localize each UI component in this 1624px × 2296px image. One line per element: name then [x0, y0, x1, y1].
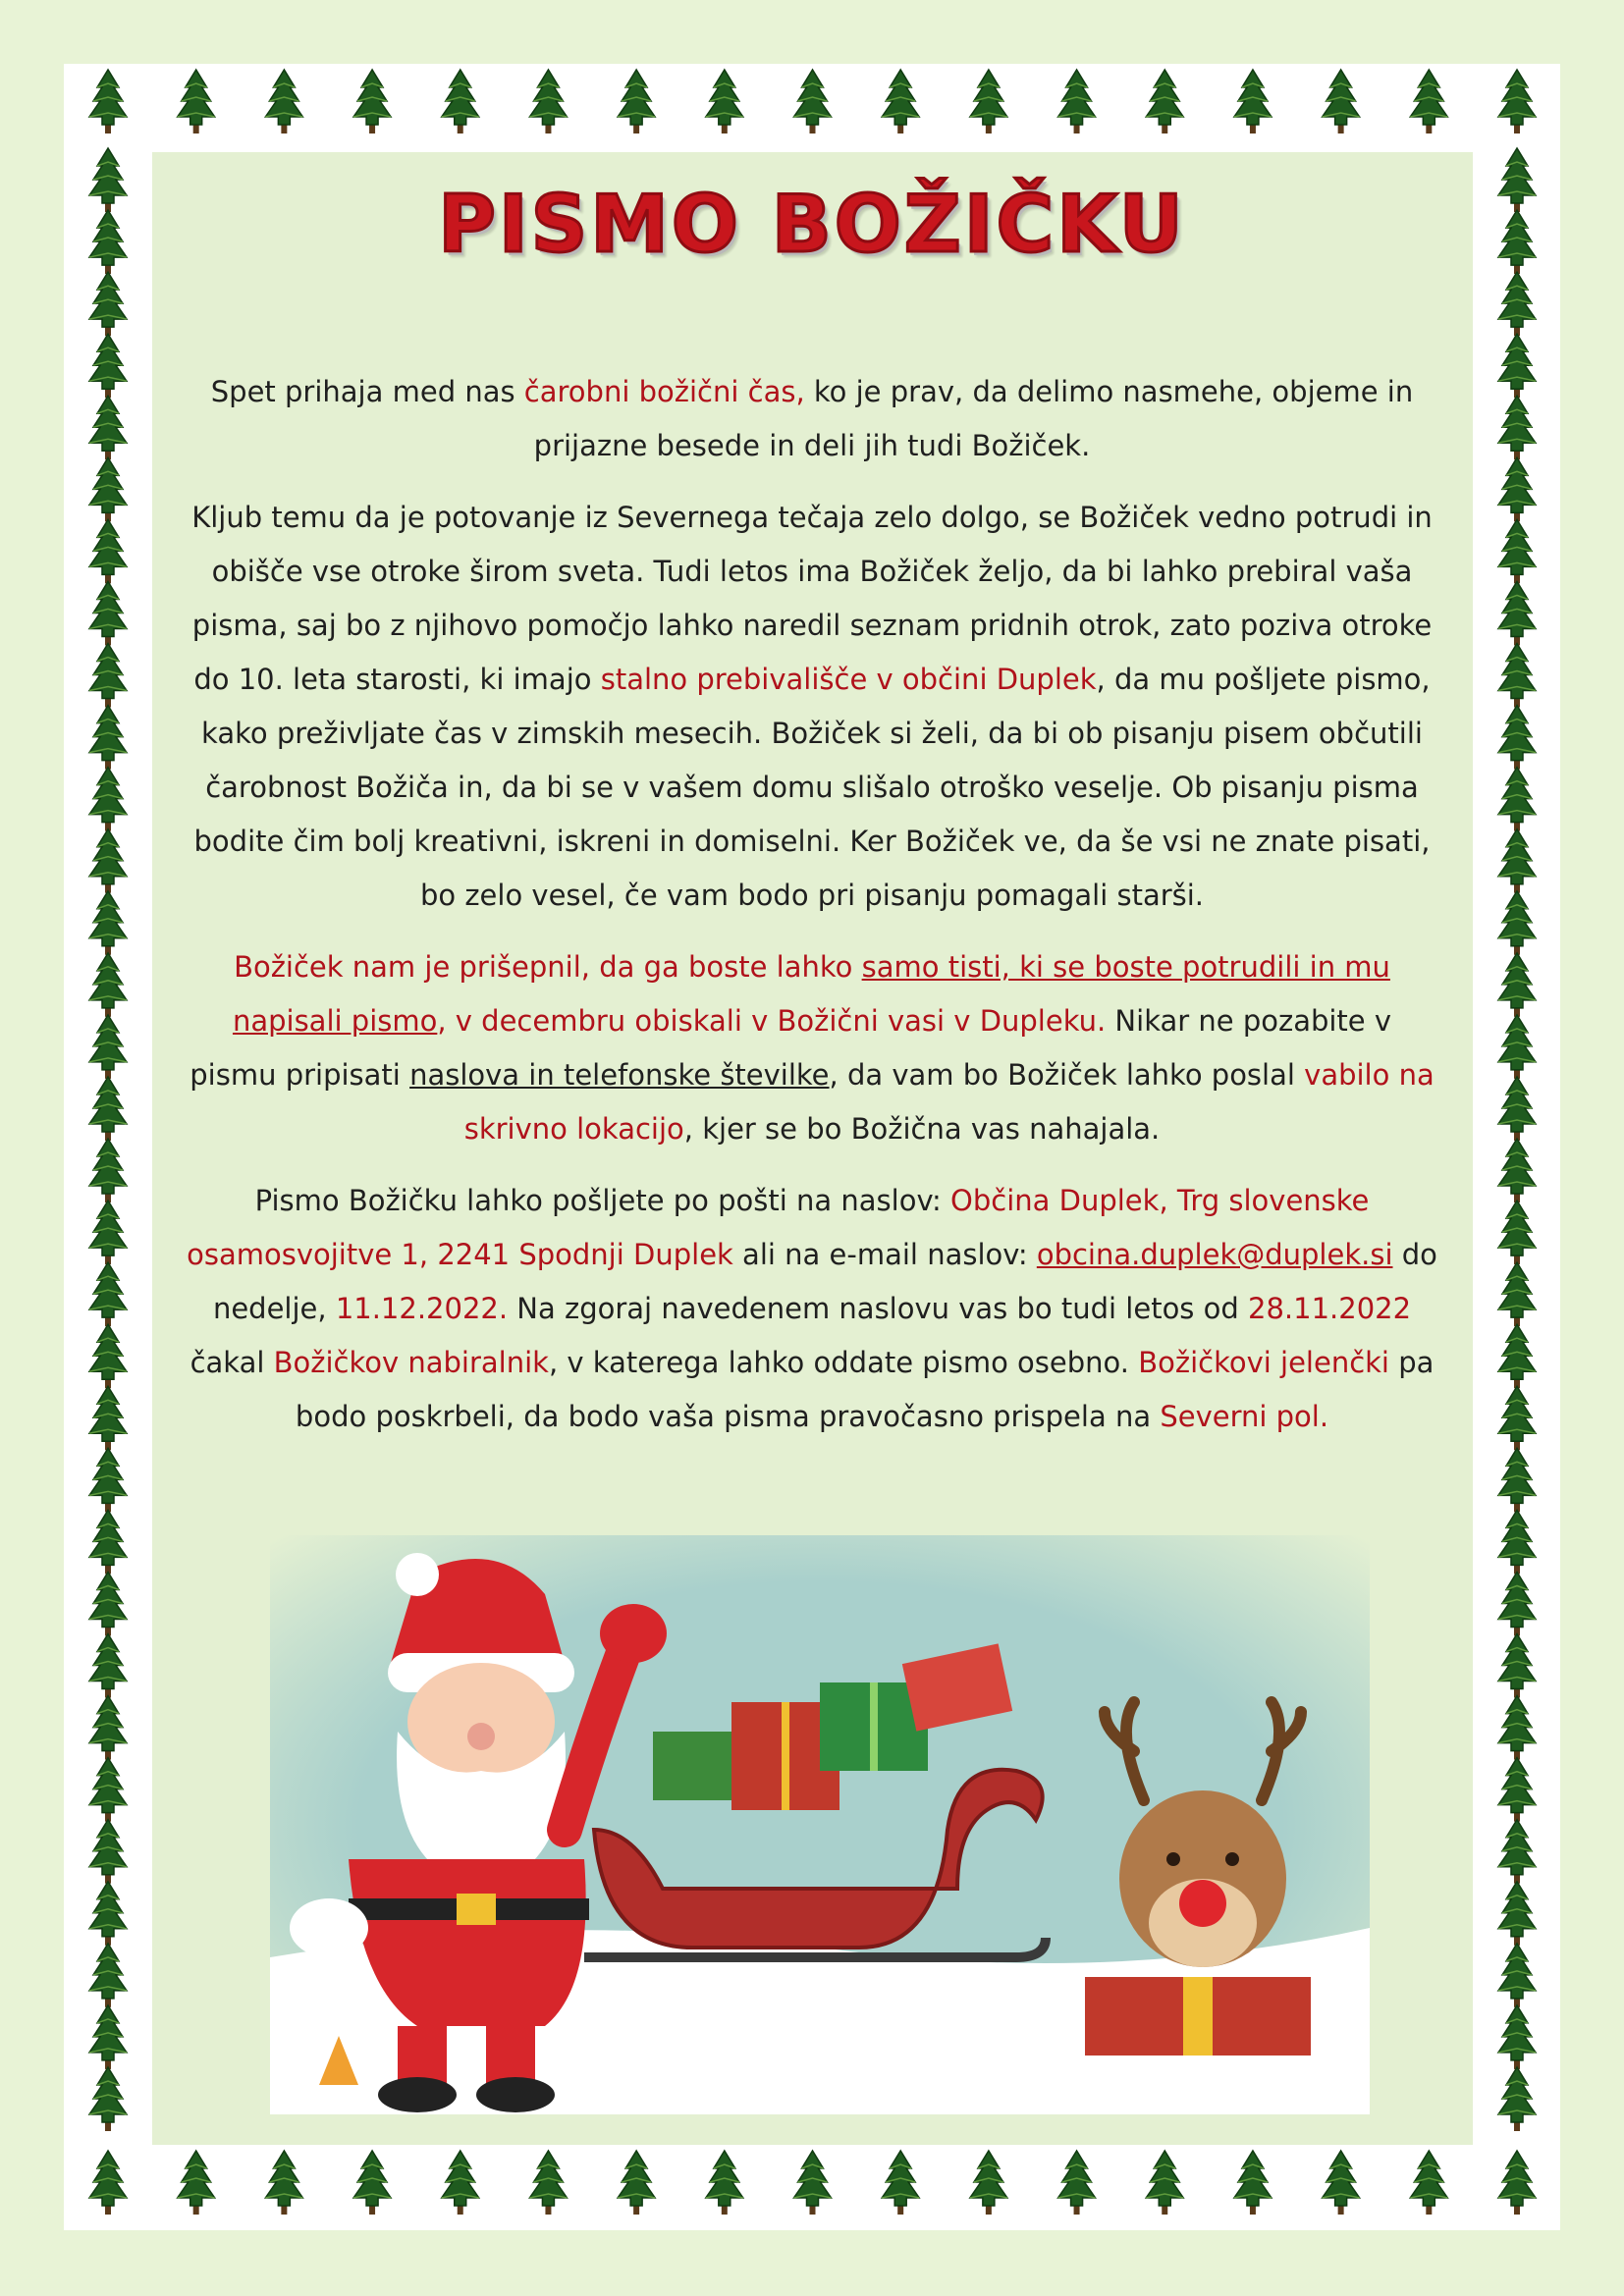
page-title: PISMO BOŽIČKU — [438, 179, 1186, 270]
letter-body — [187, 365, 1437, 1462]
travel-paragraph: Kljub temu da je potovanje iz Severnega tečaja zelo dolgo, se Božiček vedno potrudi in obišče vse otroke širom sveta. Tudi letos ima Božiček željo, da bi lahko prebiral vaša pisma, saj bo z njihovo pomočjo lahko naredil seznam pridnih otrok, zato poziva otroke do 10. leta starosti, ki imajo stalno prebivališče v občini Duplek, da mu pošljete pismo, kako preživljate čas v zimskih mesecih. Božiček si želi, da bi ob pisanju pisem občutili čarobnost Božiča in, da bi se v vašem domu slišalo otroško veselje. Ob pisanju pisma bodite čim bolj kreativni, iskreni in domiselni. Ker Božiček ve, da še vsi ne znate pisati, bo zelo vesel, če vam bodo pri pisanju pomagali starši. — [191, 501, 1433, 912]
address-paragraph: Pismo Božičku lahko pošljete po pošti na naslov: Občina Duplek, Trg slovenske osamosvojitve 1, 2241 Spodnji Duplek ali na e-mail naslov: obcina.duplek@duplek.si do nedelje, 11.12.2022. Na zgoraj navedenem naslovu vas bo tudi letos od 28.11.2022 čakal Božičkov nabiralnik, v katerega lahko oddate pismo osebno. Božičkovi jelenčki pa bodo poskrbeli, da bodo vaša pisma pravočasno prispela na Severni pol. — [187, 1184, 1437, 1433]
intro-paragraph: Spet prihaja med nas čarobni božični čas, ko je prav, da delimo nasmehe, objeme in prijazne besede in deli jih tudi Božiček. — [210, 375, 1414, 462]
email-link[interactable]: obcina.duplek@duplek.si — [1036, 1238, 1393, 1271]
visit-paragraph: Božiček nam je prišepnil, da ga boste lahko samo tisti, ki se boste potrudili in mu napisali pismo, v decembru obiskali v Božični vasi v Dupleku. Nikar ne pozabite v pismu pripisati naslova in telefonske številke, da vam bo Božiček lahko poslal vabilo na skrivno lokacijo, kjer se bo Božična vas nahajala. — [189, 950, 1435, 1146]
santa-sleigh-reindeer-illustration — [270, 1535, 1370, 2114]
